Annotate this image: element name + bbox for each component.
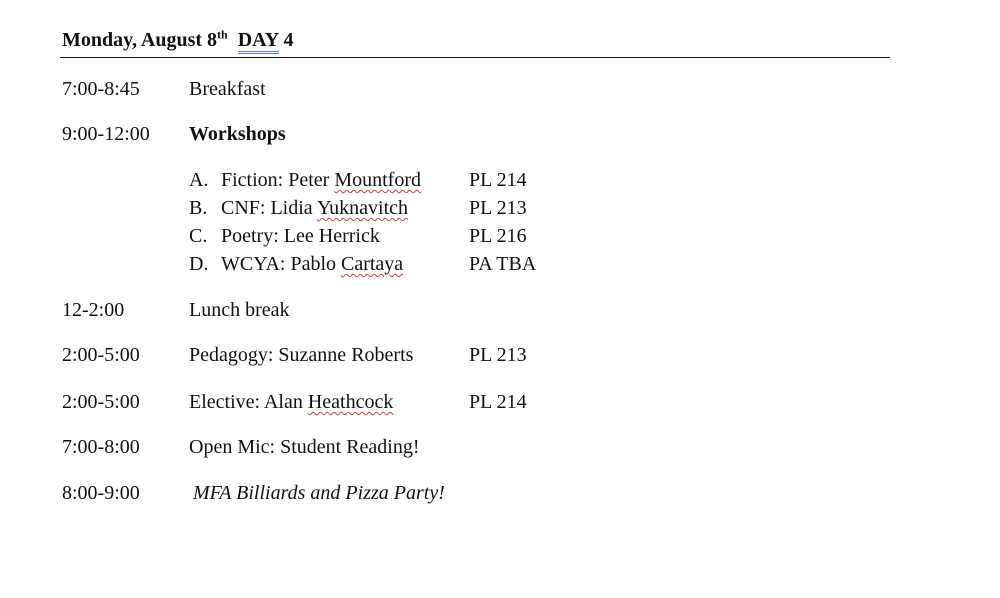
header-divider: [60, 57, 890, 58]
day-number: 4: [283, 29, 294, 51]
event-room: PL 214: [469, 391, 527, 413]
date-ordinal-suffix: th: [217, 27, 228, 42]
event-title: MFA Billiards and Pizza Party!: [193, 482, 445, 504]
time-slot: 2:00-5:00: [62, 344, 140, 366]
workshop-room: PL 216: [469, 225, 527, 247]
spellcheck-underlined-name: Mountford: [334, 169, 421, 191]
workshop-letter: B.: [189, 197, 208, 219]
event-title: Workshops: [189, 123, 286, 145]
time-slot: 9:00-12:00: [62, 123, 150, 145]
workshop-leader: Fiction: Peter Mountford: [221, 169, 421, 191]
event-title: Breakfast: [189, 78, 266, 100]
workshop-leader: CNF: Lidia Yuknavitch: [221, 197, 409, 219]
event-title: Elective: Alan Heathcock: [189, 391, 394, 413]
event-title: Pedagogy: Suzanne Roberts: [189, 344, 414, 366]
workshop-room: PA TBA: [469, 253, 537, 275]
day-label: DAY: [238, 29, 279, 54]
time-slot: 7:00-8:45: [62, 78, 140, 100]
event-title: Lunch break: [189, 299, 290, 321]
spellcheck-underlined-name: Yuknavitch: [316, 197, 409, 219]
event-room: PL 213: [469, 344, 527, 366]
spellcheck-underlined-name: Cartaya: [341, 253, 404, 275]
workshop-room: PL 213: [469, 197, 527, 219]
event-title: Open Mic: Student Reading!: [189, 436, 420, 458]
page-title: [62, 26, 294, 54]
workshop-letter: A.: [189, 169, 209, 191]
workshop-letter: D.: [189, 253, 209, 275]
time-slot: 8:00-9:00: [62, 482, 140, 504]
time-slot: 12-2:00: [62, 299, 125, 321]
workshop-room: PL 214: [469, 169, 527, 191]
day-date: Monday, August 8: [62, 29, 218, 51]
time-slot: 7:00-8:00: [62, 436, 140, 458]
spellcheck-underlined-name: Heathcock: [307, 391, 394, 413]
workshop-leader: Poetry: Lee Herrick: [221, 225, 380, 247]
time-slot: 2:00-5:00: [62, 391, 140, 413]
workshop-letter: C.: [189, 225, 208, 247]
workshop-leader: WCYA: Pablo Cartaya: [221, 253, 404, 275]
